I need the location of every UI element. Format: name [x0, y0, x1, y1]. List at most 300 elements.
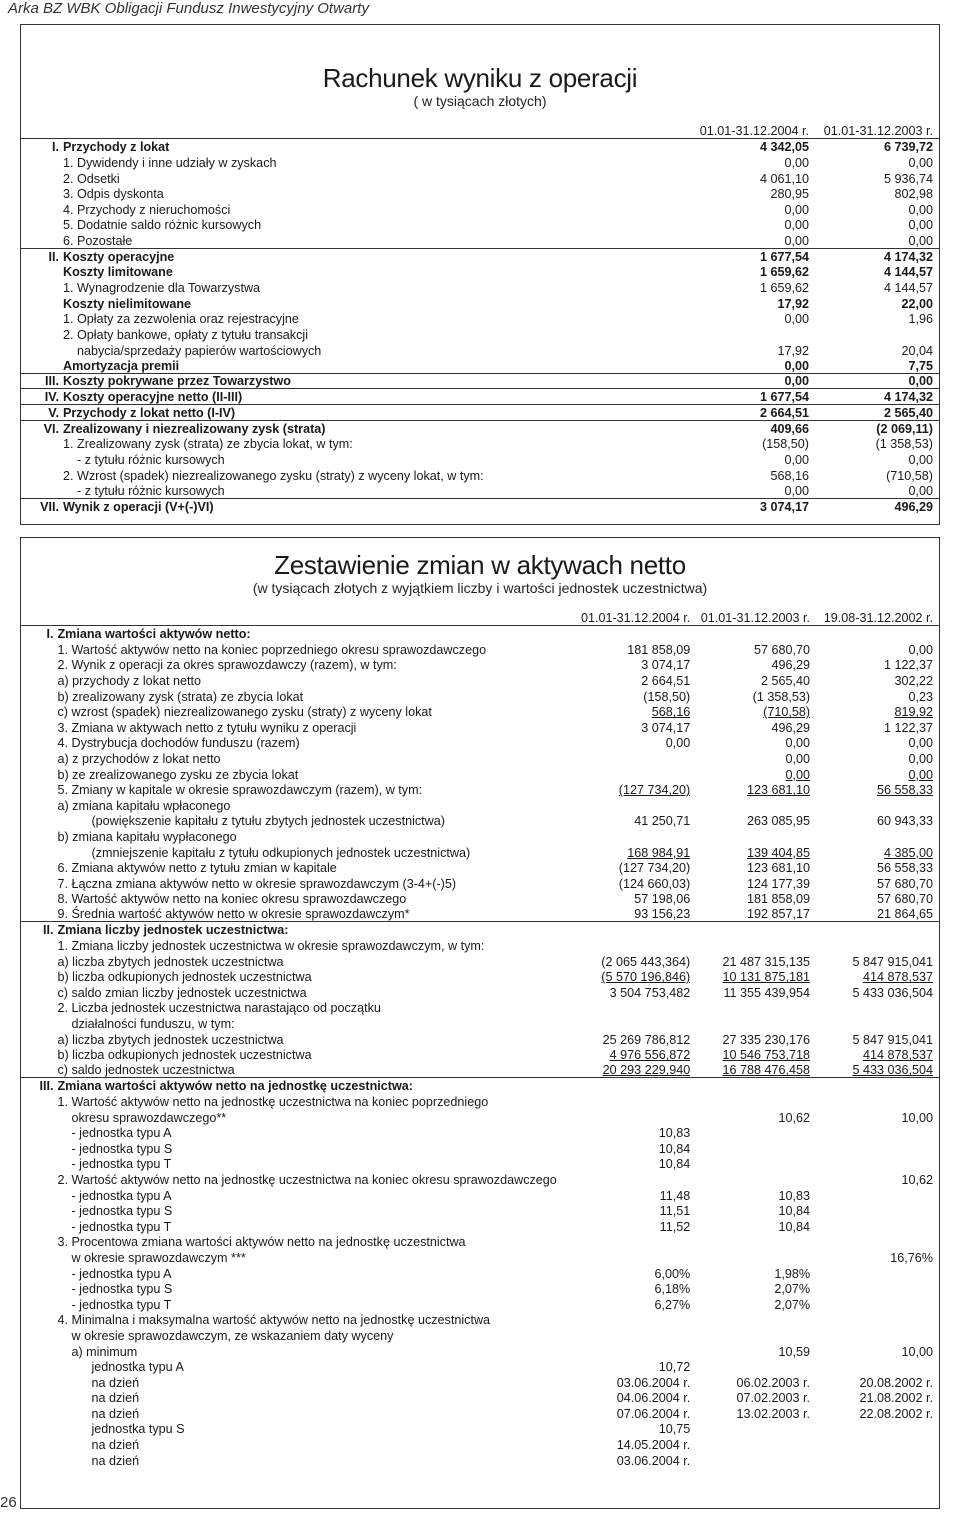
value-2004: 17,92: [777, 296, 809, 311]
value-2002: 56 558,33: [876, 783, 933, 798]
value-2003: 10,83: [778, 1188, 811, 1203]
row-roman-numeral: VI.: [43, 421, 59, 436]
value-2002: [810, 1187, 939, 1203]
row-label: 3. Odpis dyskonta: [63, 187, 164, 202]
table-row: [21, 264, 939, 280]
row-label: b) zmiana kapitału wypłaconego: [57, 829, 237, 844]
table-row: [21, 1436, 939, 1452]
table-row: [21, 672, 939, 688]
row-roman-numeral: [21, 1421, 57, 1437]
row-label: 4. Dystrybucja dochodów funduszu (razem): [57, 736, 300, 751]
net-assets-subtitle: (w tysiącach złotych z wyjątkiem liczby i wartości jednostek uczestnictwa): [252, 580, 708, 596]
row-roman-numeral: [21, 1452, 57, 1468]
table-row: [21, 342, 939, 358]
value-2004: 10,84: [658, 1141, 691, 1156]
value-2004: 4 976 556,872: [609, 1048, 691, 1063]
value-2002: 4 385,00: [883, 845, 933, 860]
value-2004: 568,16: [651, 705, 691, 720]
row-roman-numeral: [21, 719, 57, 735]
row-label: jednostka typu S: [91, 1422, 185, 1437]
value-2002: [810, 1265, 939, 1281]
table-row: [21, 279, 939, 295]
value-2003: 57 680,70: [754, 642, 811, 657]
value-2002: 1 122,37: [883, 658, 933, 673]
value-2004: 10,84: [658, 1157, 691, 1172]
value-2003: 16 788 476,458: [722, 1063, 811, 1078]
table-row: [21, 1374, 939, 1390]
row-roman-numeral: [21, 326, 63, 342]
value-2002: [810, 1125, 939, 1141]
row-roman-numeral: [21, 1327, 57, 1343]
row-label: a) zmiana kapitału wpłaconego: [57, 798, 231, 813]
table-row: [21, 1343, 939, 1359]
row-label: w okresie sprawozdawczym, ze wskazaniem daty wyceny: [71, 1328, 394, 1343]
row-roman-numeral: [21, 1203, 57, 1219]
row-roman-numeral: [21, 154, 63, 170]
income-statement-table: [21, 123, 939, 514]
value-2004: [573, 1015, 691, 1031]
row-label: 1. Wartość aktywów netto na jednostkę uczestnictwa na koniec poprzedniego: [57, 1095, 489, 1109]
value-2004: 03.06.2004 r.: [616, 1453, 691, 1468]
value-2003: [690, 922, 810, 938]
table-row: [21, 358, 939, 374]
value-2004: 4 342,05: [759, 140, 809, 155]
value-2003: 07.02.2003 r.: [736, 1391, 811, 1406]
net-assets-header-row: [21, 610, 939, 626]
value-2003: 11 355 439,954: [723, 985, 811, 1000]
value-2002: 57 680,70: [876, 876, 933, 891]
row-roman-numeral: V.: [48, 405, 59, 420]
value-2002: [810, 1156, 939, 1172]
value-2003: 0,00: [908, 202, 933, 217]
row-roman-numeral: I.: [52, 140, 59, 155]
value-2002: [810, 1327, 939, 1343]
value-2003: 2,07%: [774, 1282, 811, 1297]
value-2004: 6,00%: [654, 1266, 691, 1281]
row-roman-numeral: [21, 813, 57, 829]
row-label: Koszty pokrywane przez Towarzystwo: [63, 374, 291, 389]
value-2003: 4 174,32: [883, 249, 933, 264]
value-2003: [690, 626, 810, 642]
row-label: b) liczba odkupionych jednostek uczestnictwa: [57, 1048, 312, 1063]
value-2004: [696, 326, 809, 342]
value-2002: [810, 1312, 939, 1328]
table-row: [21, 1015, 939, 1031]
value-2004: (127 734,20): [618, 861, 691, 876]
value-2003: [690, 1125, 810, 1141]
value-2003: [690, 1359, 810, 1375]
row-label: Przychody z lokat netto (I-IV): [63, 405, 236, 420]
value-2003: 496,29: [771, 720, 811, 735]
table-row: [21, 891, 939, 907]
row-roman-numeral: VII.: [40, 500, 59, 515]
value-2004: 57 198,06: [634, 892, 691, 907]
value-2003: 139 404,85: [747, 845, 811, 860]
row-roman-numeral: [21, 358, 63, 374]
value-2004: 25 269 786,812: [602, 1032, 691, 1047]
row-roman-numeral: [21, 953, 57, 969]
table-row: [21, 1187, 939, 1203]
row-label: 2. Odsetki: [63, 171, 120, 186]
value-2004: 3 074,17: [641, 720, 691, 735]
value-2004: 0,00: [784, 218, 809, 233]
table-row: [21, 139, 939, 155]
value-2003: 10 546 753,718: [722, 1048, 811, 1063]
table-row: [21, 766, 939, 782]
table-row: [21, 719, 939, 735]
table-row: [21, 688, 939, 704]
value-2003: 0,00: [908, 218, 933, 233]
value-2003: (1 358,53): [752, 689, 811, 704]
row-label: w okresie sprawozdawczym ***: [71, 1250, 246, 1265]
row-roman-numeral: [21, 170, 63, 186]
income-statement-title: Rachunek wyniku z operacji: [322, 63, 638, 93]
table-row: [21, 405, 939, 421]
table-row: [21, 201, 939, 217]
row-roman-numeral: [21, 264, 63, 280]
value-2003: 10,59: [778, 1344, 811, 1359]
value-2002: 22.08.2002 r.: [859, 1406, 933, 1421]
row-roman-numeral: [21, 1109, 57, 1125]
value-2004: 1 677,54: [759, 249, 809, 264]
column-header-2003: 01.01-31.12.2003 r.: [823, 124, 933, 139]
value-2004: 2 664,51: [759, 405, 809, 420]
row-label: - jednostka typu A: [71, 1266, 172, 1281]
row-label: Koszty nielimitowane: [63, 296, 192, 311]
value-2004: 280,95: [770, 187, 809, 202]
value-2002: 5 433 036,504: [852, 985, 933, 1000]
value-2002: 10,00: [901, 1344, 933, 1359]
value-2003: 0,00: [908, 155, 933, 170]
table-row: [21, 295, 939, 311]
row-label: b) zrealizowany zysk (strata) ze zbycia lokat: [57, 689, 304, 704]
row-roman-numeral: [21, 906, 57, 922]
value-2004: 0,00: [784, 202, 809, 217]
row-label: 3. Zmiana w aktywach netto z tytułu wyniku z operacji: [57, 720, 357, 735]
table-row: [21, 937, 939, 953]
table-row: [21, 1265, 939, 1281]
value-2002: 16,76%: [890, 1250, 933, 1265]
table-row: [21, 1359, 939, 1375]
table-row: [21, 483, 939, 499]
value-2002: 0,00: [908, 642, 933, 657]
row-roman-numeral: [21, 688, 57, 704]
value-2003: 6 739,72: [883, 140, 933, 155]
row-roman-numeral: III.: [45, 374, 59, 389]
table-row: [21, 969, 939, 985]
value-2003: 124 177,39: [747, 876, 811, 891]
row-label: Amortyzacja premii: [63, 358, 180, 373]
value-2003: 13.02.2003 r.: [736, 1406, 811, 1421]
value-2003: 2,07%: [774, 1297, 811, 1312]
value-2004: 17,92: [777, 343, 809, 358]
value-2004: 0,00: [784, 155, 809, 170]
value-2004: [573, 922, 691, 938]
value-2004: 0,00: [784, 453, 809, 468]
table-row: [21, 1078, 939, 1094]
table-row: [21, 813, 939, 829]
row-roman-numeral: [21, 828, 57, 844]
value-2003: [690, 1327, 810, 1343]
value-2003: 5 936,74: [883, 171, 933, 186]
value-2003: 0,00: [908, 453, 933, 468]
value-2003: 0,00: [785, 751, 811, 766]
value-2004: [573, 626, 691, 642]
table-row: [21, 1125, 939, 1141]
table-row: [21, 1203, 939, 1219]
value-2002: 10,62: [901, 1172, 933, 1187]
value-2004: 0,00: [665, 736, 691, 751]
value-2004: 0,00: [784, 358, 809, 373]
row-label: 1. Zmiana liczby jednostek uczestnictwa w okresie sprawozdawczym, w tym:: [57, 939, 485, 954]
row-roman-numeral: [21, 1390, 57, 1406]
value-2002: 20.08.2002 r.: [859, 1375, 933, 1390]
value-2004: 3 504 753,482: [609, 985, 691, 1000]
table-row: [21, 217, 939, 233]
table-row: [21, 1405, 939, 1421]
row-roman-numeral: [21, 186, 63, 202]
row-label: - jednostka typu S: [71, 1141, 173, 1156]
row-roman-numeral: [21, 201, 63, 217]
value-2003: [690, 1171, 810, 1187]
value-2003: [690, 1312, 810, 1328]
value-2004: [573, 1109, 691, 1125]
value-2003: 123 681,10: [747, 783, 811, 798]
row-roman-numeral: II.: [48, 249, 59, 264]
row-roman-numeral: [21, 1405, 57, 1421]
value-2003: 10,84: [778, 1219, 811, 1234]
value-2003: 1,98%: [774, 1266, 811, 1281]
row-roman-numeral: [21, 1296, 57, 1312]
row-roman-numeral: [21, 1436, 57, 1452]
row-label: 8. Wartość aktywów netto na koniec okresu sprawozdawczego: [57, 892, 407, 907]
value-2002: [810, 1218, 939, 1234]
value-2003: 0,00: [785, 736, 811, 751]
row-label: na dzień: [91, 1375, 140, 1390]
row-label: a) liczba zbytych jednostek uczestnictwa: [57, 1032, 284, 1047]
table-row: [21, 1218, 939, 1234]
value-2004: 93 156,23: [634, 907, 691, 922]
row-label: 2. Wynik z operacji za okres sprawozdawczy (razem), w tym:: [57, 658, 397, 673]
value-2004: 14.05.2004 r.: [616, 1438, 691, 1453]
value-2002: 302,22: [894, 673, 933, 688]
table-row: [21, 1000, 939, 1016]
table-row: [21, 389, 939, 405]
table-row: [21, 1296, 939, 1312]
value-2003: (2 069,11): [876, 421, 933, 436]
value-2004: [573, 937, 691, 953]
page-number: 26: [0, 1494, 17, 1511]
value-2004: 6,18%: [654, 1282, 691, 1297]
value-2004: [573, 766, 691, 782]
row-label: 6. Pozostałe: [63, 233, 133, 248]
value-2003: 21 487 315,135: [722, 954, 811, 969]
table-row: [21, 1421, 939, 1437]
value-2003: [690, 937, 810, 953]
row-roman-numeral: [21, 1140, 57, 1156]
row-label: Wynik z operacji (V+(-)VI): [63, 500, 214, 515]
value-2004: 41 250,71: [634, 814, 691, 829]
row-label: - jednostka typu A: [71, 1126, 172, 1141]
row-label: 7. Łączna zmiana aktywów netto w okresie sprawozdawczym (3-4+(-)5): [57, 876, 457, 891]
table-row: [21, 704, 939, 720]
value-2003: 22,00: [901, 296, 933, 311]
value-2002: [810, 1296, 939, 1312]
row-roman-numeral: [21, 1031, 57, 1047]
value-2003: [690, 828, 810, 844]
value-2002: [810, 1436, 939, 1452]
table-row: [21, 232, 939, 248]
table-row: [21, 750, 939, 766]
row-label: 1. Wartość aktywów netto na koniec poprzedniego okresu sprawozdawczego: [57, 642, 487, 657]
row-label: Zrealizowany i niezrealizowany zysk (strata): [63, 421, 326, 436]
value-2002: 21 864,65: [876, 907, 933, 922]
value-2004: 0,00: [784, 312, 809, 327]
row-label: c) saldo zmian liczby jednostek uczestnictwa: [57, 985, 307, 1000]
row-label: 5. Zmiany w kapitale w okresie sprawozdawczym (razem), w tym:: [57, 783, 423, 798]
value-2002: [810, 1203, 939, 1219]
row-roman-numeral: [21, 782, 57, 798]
table-row: [21, 1249, 939, 1265]
value-2004: (5 570 196,846): [601, 970, 691, 985]
table-row: [21, 1327, 939, 1343]
value-2002: 0,23: [908, 689, 933, 704]
value-2003: [690, 1000, 810, 1016]
row-roman-numeral: [21, 295, 63, 311]
value-2002: 10,00: [901, 1110, 933, 1125]
table-row: [21, 186, 939, 202]
income-statement-header-row: [21, 123, 939, 139]
value-2004: (2 065 443,364): [601, 954, 691, 969]
row-roman-numeral: [21, 217, 63, 233]
value-2003: 802,98: [894, 187, 933, 202]
table-row: [21, 1047, 939, 1063]
value-2003: [690, 1436, 810, 1452]
row-roman-numeral: [21, 1265, 57, 1281]
row-label: na dzień: [91, 1438, 140, 1453]
row-roman-numeral: [21, 969, 57, 985]
row-label: 4. Minimalna i maksymalna wartość aktywów netto na jednostkę uczestnictwa: [57, 1313, 491, 1328]
value-2003: (710,58): [763, 705, 811, 720]
row-label: Koszty operacyjne: [63, 249, 175, 264]
value-2004: (127 734,20): [618, 783, 691, 798]
value-2002: 5 847 915,041: [852, 1032, 933, 1047]
value-2003: [690, 1156, 810, 1172]
table-row: [21, 1312, 939, 1328]
value-2004: 10,72: [658, 1360, 691, 1375]
table-row: [21, 326, 939, 342]
row-roman-numeral: [21, 875, 57, 891]
row-label: a) minimum: [71, 1344, 138, 1359]
row-label: okresu sprawozdawczego**: [71, 1110, 227, 1125]
row-roman-numeral: [21, 1171, 57, 1187]
row-label: 4. Przychody z nieruchomości: [63, 202, 231, 217]
row-label: 1. Dywidendy i inne udziały w zyskach: [63, 155, 277, 170]
row-label: (zmniejszenie kapitału z tytułu odkupionych jednostek uczestnictwa): [91, 845, 471, 860]
value-2004: 3 074,17: [759, 500, 809, 515]
row-label: działalności funduszu, w tym:: [71, 1017, 235, 1032]
value-2003: 0,00: [908, 483, 933, 498]
value-2004: 2 664,51: [641, 673, 691, 688]
row-label: 5. Dodatnie saldo różnic kursowych: [63, 218, 262, 233]
row-roman-numeral: [21, 672, 57, 688]
row-roman-numeral: [21, 657, 57, 673]
row-roman-numeral: [21, 735, 57, 751]
table-row: [21, 154, 939, 170]
value-2003: [690, 1015, 810, 1031]
column-header-2002: 19.08-31.12.2002 r.: [823, 611, 933, 626]
table-row: [21, 420, 939, 436]
row-label: na dzień: [91, 1391, 140, 1406]
value-2004: 10,75: [658, 1422, 691, 1437]
table-row: [21, 1109, 939, 1125]
value-2004: [573, 1327, 691, 1343]
value-2002: 1 122,37: [883, 720, 933, 735]
row-roman-numeral: [21, 937, 57, 953]
row-label: Koszty operacyjne netto (II-III): [63, 390, 243, 405]
value-2004: 03.06.2004 r.: [616, 1375, 691, 1390]
row-label: 6. Zmiana aktywów netto z tytułu zmian w kapitale: [57, 861, 337, 876]
value-2003: 0,00: [785, 767, 811, 782]
value-2002: [810, 797, 939, 813]
row-label: 2. Wartość aktywów netto na jednostkę uczestnictwa na koniec okresu sprawozdawczego: [57, 1172, 557, 1187]
value-2004: (124 660,03): [618, 876, 691, 891]
row-roman-numeral: [21, 1000, 57, 1016]
value-2002: [810, 626, 939, 642]
table-row: [21, 1062, 939, 1078]
value-2003: 27 335 230,176: [722, 1032, 811, 1047]
value-2002: [810, 1078, 939, 1094]
value-2004: (158,50): [643, 689, 691, 704]
row-label: c) saldo jednostek uczestnictwa: [57, 1063, 235, 1078]
row-roman-numeral: [21, 704, 57, 720]
row-roman-numeral: [21, 451, 63, 467]
value-2002: [810, 1015, 939, 1031]
value-2002: 5 847 915,041: [852, 954, 933, 969]
row-label: a) przychody z lokat netto: [57, 673, 201, 688]
value-2004: [573, 797, 691, 813]
net-assets-title: Zestawienie zmian w aktywach netto: [274, 550, 686, 580]
income-statement-panel: [20, 24, 940, 525]
row-roman-numeral: [21, 311, 63, 327]
value-2003: 10 131 875,181: [722, 970, 811, 985]
table-row: [21, 1140, 939, 1156]
value-2002: 819,92: [894, 705, 933, 720]
value-2002: 0,00: [908, 751, 933, 766]
value-2002: [810, 1281, 939, 1297]
row-label: - jednostka typu T: [71, 1219, 172, 1234]
row-label: (powiększenie kapitału z tytułu zbytych jednostek uczestnictwa): [91, 814, 445, 829]
value-2004: [573, 1078, 691, 1094]
row-roman-numeral: [21, 467, 63, 483]
table-row: [21, 735, 939, 751]
row-label: Zmiana liczby jednostek uczestnictwa:: [57, 923, 289, 938]
table-row: [21, 1390, 939, 1406]
table-row: [21, 436, 939, 452]
value-2004: 181 858,09: [627, 642, 691, 657]
row-roman-numeral: [21, 483, 63, 499]
value-2003: [690, 1452, 810, 1468]
table-row: [21, 626, 939, 642]
value-2004: 20 293 229,940: [602, 1063, 691, 1078]
row-roman-numeral: [21, 891, 57, 907]
value-2004: 3 074,17: [641, 658, 691, 673]
row-roman-numeral: [21, 1281, 57, 1297]
row-label: 1. Opłaty za zezwolenia oraz rejestracyjne: [63, 312, 299, 327]
row-label: a) liczba zbytych jednostek uczestnictwa: [57, 954, 284, 969]
row-roman-numeral: [21, 750, 57, 766]
row-label: - jednostka typu T: [71, 1157, 172, 1172]
